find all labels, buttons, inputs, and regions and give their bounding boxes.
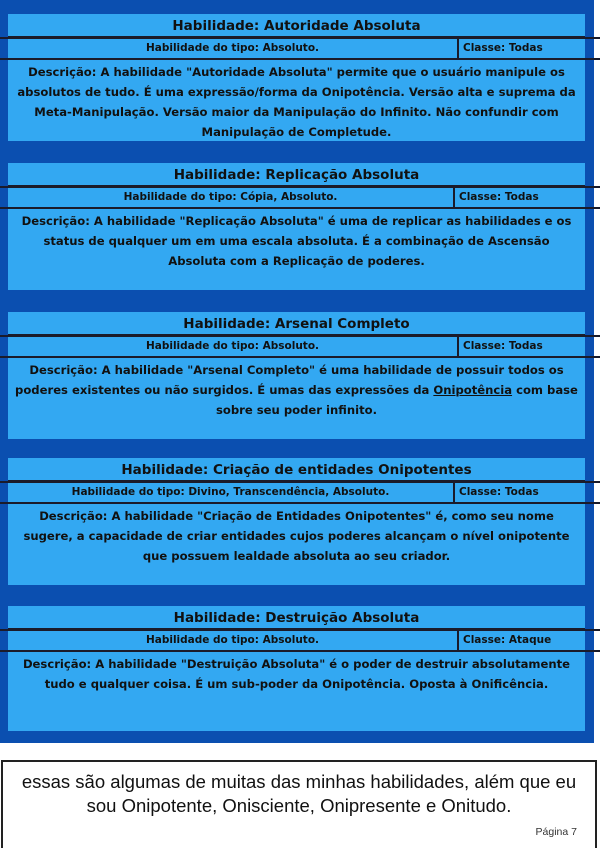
row-divider [0,335,600,337]
ability-meta-row [8,630,585,650]
ability-title: Habilidade: Criação de entidades Onipotentes [8,458,585,482]
row-divider [0,37,600,39]
ability-description: Descrição: A habilidade "Autoridade Absoluta" permite que o usuário manipule os absolutos de tudo. É uma expressão/forma da Onipotência. Versão alta e suprema da Meta-Manipulação. Versão maior da Manipulação do Infinito. Não confundir com Manipulação de Completude. [17,65,576,139]
row-divider [0,207,600,209]
ability-class: Classe: Todas [457,38,585,58]
ability-class: Classe: Todas [453,482,585,502]
row-divider [0,356,600,358]
ability-card [8,14,585,141]
ability-description: Descrição: A habilidade "Criação de Entidades Onipotentes" é, como seu nome sugere, a capacidade de criar entidades cujos poderes alcançam o nível onipotente que possuem lealdade absoluta ao seu criador. [23,509,570,563]
ability-type: Habilidade do tipo: Absoluto. [145,340,320,352]
ability-type: Habilidade do tipo: Divino, Transcendência, Absoluto. [71,486,390,498]
row-divider [0,650,600,652]
ability-card [8,312,585,439]
onipotencia-link[interactable]: Onipotência [433,383,513,397]
ability-title: Habilidade: Autoridade Absoluta [8,14,585,38]
ability-class: Classe: Todas [457,336,585,356]
ability-card [8,458,585,585]
ability-description [14,360,579,420]
row-divider [0,186,600,188]
row-divider [0,629,600,631]
ability-description: Descrição: A habilidade "Destruição Absoluta" é o poder de destruir absolutamente tudo e qualquer coisa. É um sub-poder da Onipotência. Oposta à Onificência. [22,657,571,691]
row-divider [0,502,600,504]
footer-text: essas são algumas de muitas das minhas habilidades, além que eu sou Onipotente, Onisciente, Onipresente e Onitudo. [21,771,577,816]
ability-description: Descrição: A habilidade "Replicação Absoluta" é uma de replicar as habilidades e os status de qualquer um em uma escala absoluta. É a combinação de Ascensão Absoluta com a Replicação de poderes. [21,214,572,268]
ability-type: Habilidade do tipo: Absoluto. [145,42,320,54]
ability-title: Habilidade: Replicação Absoluta [8,163,585,187]
ability-title: Habilidade: Destruição Absoluta [8,606,585,630]
ability-meta-row [8,336,585,356]
row-divider [0,481,600,483]
ability-type: Habilidade do tipo: Absoluto. [145,634,320,646]
ability-card [8,606,585,731]
ability-meta-row [8,482,585,502]
ability-type: Habilidade do tipo: Cópia, Absoluto. [123,191,338,203]
description-text: com base sobre seu poder infinito. [216,383,578,417]
ability-class: Classe: Todas [453,187,585,207]
footer-box [1,760,597,848]
row-divider [0,58,600,60]
ability-meta-row [8,38,585,58]
ability-class: Classe: Ataque [457,630,585,650]
ability-card [8,163,585,290]
description-text: Descrição: A habilidade "Arsenal Completo" é uma habilidade de possuir todos os poderes existentes ou não surgidos. É umas das expressões da [15,363,564,397]
ability-meta-row [8,187,585,207]
ability-title: Habilidade: Arsenal Completo [8,312,585,336]
page-number: Página 7 [535,826,577,838]
